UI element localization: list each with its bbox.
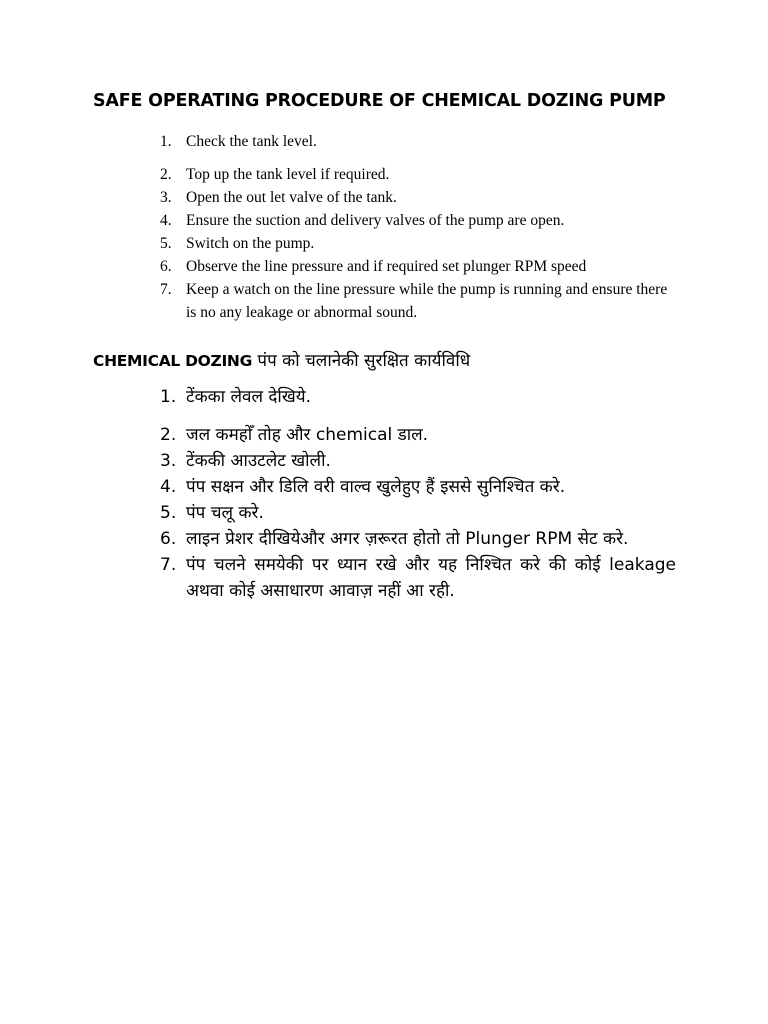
step-number: 2. (160, 166, 172, 183)
step-number: 6. (160, 529, 177, 549)
list-item (150, 130, 670, 153)
list-item (150, 232, 670, 255)
hindi-title-rest: पंप को चलानेकी सुरक्षित कार्यविधि (252, 351, 471, 371)
step-number: 5. (160, 235, 172, 252)
step-number: 6. (160, 258, 172, 275)
hindi-title-lead: CHEMICAL DOZING (93, 352, 253, 370)
english-steps-list (150, 130, 670, 324)
step-text: Top up the tank level if required. (186, 166, 390, 183)
step-text: टेंककी आउटलेट खोली. (186, 451, 331, 471)
step-number: 7. (160, 281, 172, 298)
step-text: Keep a watch on the line pressure while the pump is running and ensure there is no any leakage or abnormal sound. (186, 281, 668, 321)
step-number: 3. (160, 189, 172, 206)
step-text: Open the out let valve of the tank. (186, 189, 397, 206)
step-number: 2. (160, 425, 177, 445)
step-text: Ensure the suction and delivery valves of the pump are open. (186, 212, 565, 229)
step-text: पंप चलू करे. (186, 503, 264, 523)
step-number: 4. (160, 477, 177, 497)
step-number: 3. (160, 451, 177, 471)
step-text: Check the tank level. (186, 133, 317, 150)
list-item (150, 422, 676, 448)
list-item (150, 552, 676, 604)
step-number: 5. (160, 503, 177, 523)
list-item (150, 500, 676, 526)
english-title: SAFE OPERATING PROCEDURE OF CHEMICAL DOZING PUMP (93, 91, 666, 111)
step-text: Switch on the pump. (186, 235, 315, 252)
list-item (150, 209, 670, 232)
list-item (150, 278, 670, 324)
step-number: 4. (160, 212, 172, 229)
step-text: जल कमहोँ तोह और chemical डाल. (186, 425, 429, 445)
step-text: पंप सक्षन और डिलि वरी वाल्व खुलेहुए हैं इससे सुनिश्चित करे. (186, 477, 566, 497)
list-item (150, 526, 676, 552)
step-number: 7. (160, 555, 177, 575)
list-item (150, 186, 670, 209)
step-text: टेंकका लेवल देखिये. (186, 387, 311, 407)
step-number: 1. (160, 133, 172, 150)
list-item (150, 255, 670, 278)
list-item (150, 448, 676, 474)
step-number: 1. (160, 387, 177, 407)
hindi-steps-list (150, 384, 676, 604)
hindi-title (93, 348, 470, 371)
list-item (150, 474, 676, 500)
step-text: पंप चलने समयेकी पर ध्यान रखे और यह निश्चित करे की कोई leakage अथवा कोई असाधारण आवाज़ नहीं आ रही. (186, 555, 676, 601)
list-item (150, 163, 670, 186)
step-text: लाइन प्रेशर दीखियेऔर अगर ज़रूरत होतो तो Plunger RPM सेट करे. (186, 529, 629, 549)
step-text: Observe the line pressure and if required set plunger RPM speed (186, 258, 587, 275)
list-item (150, 384, 676, 410)
